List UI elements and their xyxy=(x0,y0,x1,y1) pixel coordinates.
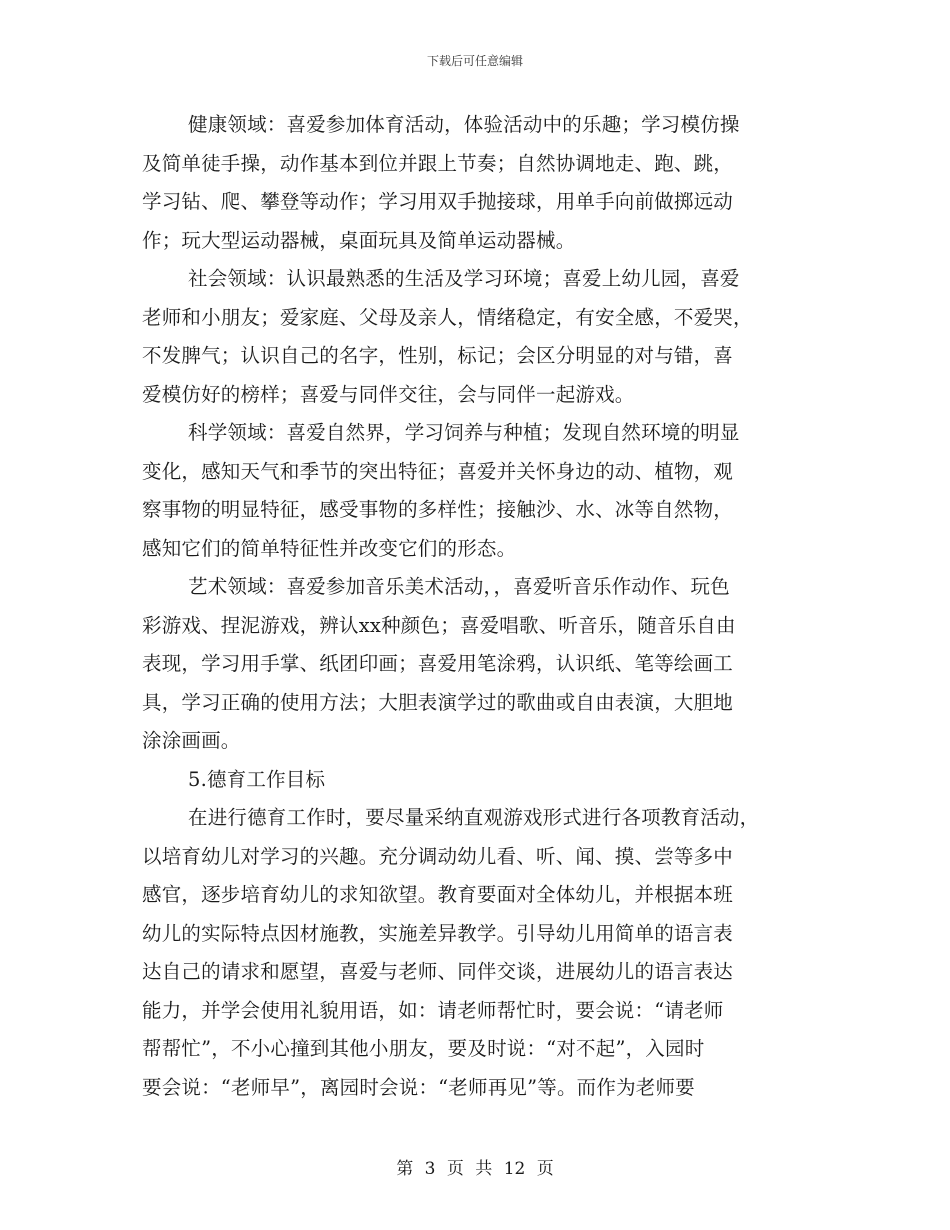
text-line: 能力，并学会使用礼貌用语，如：请老师帮忙时，要会说：“请老师 xyxy=(142,998,724,1022)
text-line: 作；玩大型运动器械，桌面玩具及简单运动器械。 xyxy=(142,228,576,252)
text-line: 及简单徒手操，动作基本到位并跟上节奏；自然协调地走、跑、跳， xyxy=(142,151,734,175)
text-line: 达自己的请求和愿望，喜爱与老师、同伴交谈，进展幼儿的语言表达 xyxy=(142,960,734,983)
text-line: 察事物的明显特征，感受事物的多样性；接触沙、水、冰等自然物， xyxy=(142,498,734,521)
text-line: 艺术领域：喜爱参加音乐美术活动，，喜爱听音乐作动作、玩色 xyxy=(188,575,730,598)
text-line: 在进行德育工作时，要尽量采纳直观游戏形式进行各项教育活动， xyxy=(188,806,760,829)
text-line: 表现，学习用手掌、纸团印画；喜爱用笔涂鸦，认识纸、笔等绘画工 xyxy=(142,652,734,675)
text-line: 感知它们的简单特征性并改变它们的形态。 xyxy=(142,536,517,560)
text-line: 科学领域：喜爱自然界，学习饲养与种植；发现自然环境的明显 xyxy=(188,421,740,444)
text-line: 具，学习正确的使用方法；大胆表演学过的歌曲或自由表演，大胆地 xyxy=(142,690,734,714)
text-line: 彩游戏、捏泥游戏，辨认xx种颜色；喜爱唱歌、听音乐，随音乐自由 xyxy=(142,613,736,637)
text-line: 变化，感知天气和季节的突出特征；喜爱并关怀身边的动、植物，观 xyxy=(142,459,734,483)
text-line: 爱模仿好的榜样；喜爱与同伴交往，会与同伴一起游戏。 xyxy=(142,382,635,406)
text-line: 老师和小朋友；爱家庭、父母及亲人，情绪稳定，有安全感，不爱哭， xyxy=(142,305,753,329)
text-line: 不发脾气；认识自己的名字，性别，标记；会区分明显的对与错，喜 xyxy=(142,344,734,367)
text-line: 健康领域：喜爱参加体育活动，体验活动中的乐趣；学习模仿操 xyxy=(188,113,740,136)
page-number-footer: 第 3 页 共 12 页 xyxy=(396,1159,554,1179)
text-line: 帮帮忙”，不小心撞到其他小朋友，要及时说：“对不起”，入园时 xyxy=(142,1037,705,1060)
document-body xyxy=(142,106,810,1107)
text-line: 社会领域：认识最熟悉的生活及学习环境；喜爱上幼儿园，喜爱 xyxy=(188,267,740,290)
text-line: 学习钻、爬、攀登等动作；学习用双手抛接球，用单手向前做掷远动 xyxy=(142,190,734,213)
text-line: 感官，逐步培育幼儿的求知欲望。教育要面对全体幼儿，并根据本班 xyxy=(142,883,734,906)
page-header-note: 下载后可任意编辑 xyxy=(426,54,523,68)
text-line: 要会说：“老师早”，离园时会说：“老师再见”等。而作为老师要 xyxy=(142,1075,695,1099)
text-line: 以培育幼儿对学习的兴趣。充分调动幼儿看、听、闻、摸、尝等多中 xyxy=(142,844,734,868)
section-heading: 5.德育工作目标 xyxy=(188,767,326,791)
text-line: 涂涂画画。 xyxy=(142,729,241,752)
text-line: 幼儿的实际特点因材施教，实施差异教学。引导幼儿用简单的语言表 xyxy=(142,921,734,945)
